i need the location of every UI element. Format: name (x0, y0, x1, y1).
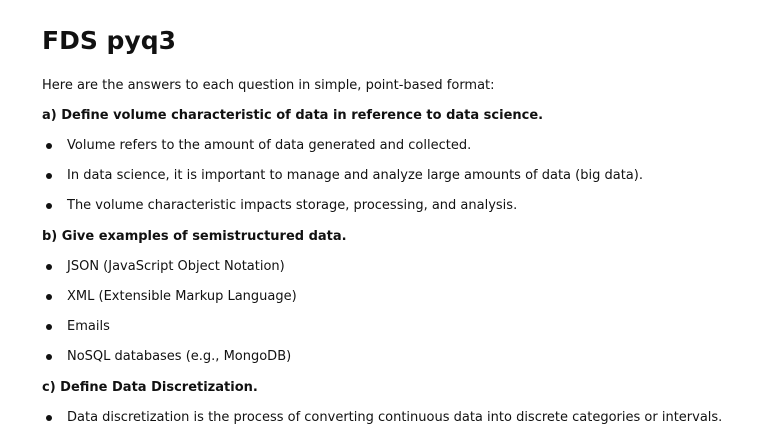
list-item-text: The volume characteristic impacts storage, processing, and analysis. (67, 198, 518, 213)
list-item (42, 137, 744, 155)
intro-text: Here are the answers to each question in simple, point-based format: (42, 78, 495, 93)
bullet-icon (46, 264, 52, 270)
question-heading-c: c) Define Data Discretization. (42, 380, 258, 395)
list-item (42, 167, 744, 185)
list-item-text: JSON (JavaScript Object Notation) (67, 259, 285, 274)
list-item-text: XML (Extensible Markup Language) (67, 289, 297, 304)
answer-list-b (42, 258, 744, 366)
section-a (42, 107, 744, 215)
answer-list-c (42, 409, 744, 427)
list-item (42, 197, 744, 215)
list-item-text: Volume refers to the amount of data generated and collected. (67, 138, 472, 153)
section-b (42, 228, 744, 366)
list-item-text: Data discretization is the process of converting continuous data into discrete categories or intervals. (67, 410, 723, 425)
section-c (42, 379, 744, 427)
bullet-icon (46, 143, 52, 149)
bullet-icon (46, 415, 52, 421)
page-title: FDS pyq3 (42, 26, 177, 55)
list-item-text: Emails (67, 319, 110, 334)
bullet-icon (46, 294, 52, 300)
list-item (42, 348, 744, 366)
question-heading-b: b) Give examples of semistructured data. (42, 229, 347, 244)
bullet-icon (46, 354, 52, 360)
bullet-icon (46, 173, 52, 179)
list-item-text: NoSQL databases (e.g., MongoDB) (67, 349, 292, 364)
list-item-text: In data science, it is important to manage and analyze large amounts of data (big data). (67, 168, 643, 183)
bullet-icon (46, 324, 52, 330)
list-item (42, 409, 744, 427)
list-item (42, 258, 744, 276)
list-item (42, 318, 744, 336)
question-heading-a: a) Define volume characteristic of data in reference to data science. (42, 108, 544, 123)
answer-list-a (42, 137, 744, 215)
list-item (42, 288, 744, 306)
bullet-icon (46, 203, 52, 209)
